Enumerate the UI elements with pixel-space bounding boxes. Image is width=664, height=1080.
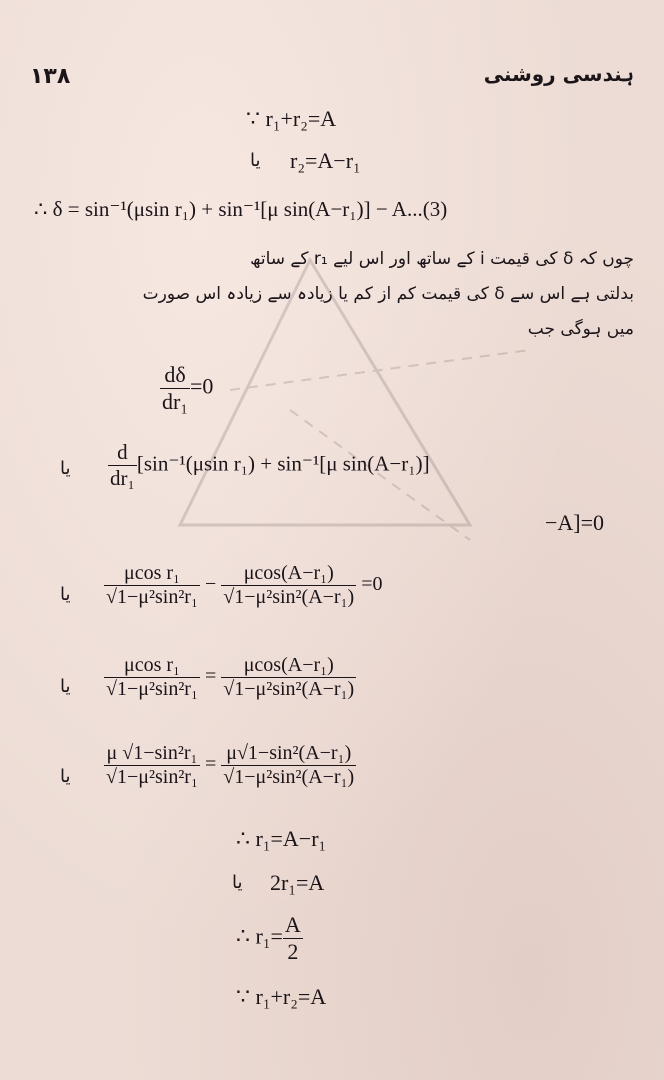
fraction-denominator: dr₁ [110, 466, 135, 490]
equation-r1-plus-r2-final: ∵ r₁+r₂=A [236, 984, 327, 1009]
ya-label: یا [250, 150, 261, 171]
equals-zero: =0 [361, 573, 383, 596]
fraction-denominator: √1−μ²sin²(A−r₁) [223, 678, 355, 700]
equation-prefix: ∴ r₁= [236, 923, 283, 949]
cosine-equality-equation [104, 654, 356, 701]
fraction-numerator: dδ [164, 362, 186, 387]
left-fraction [104, 562, 200, 609]
paragraph-line-1: چوں کہ δ کی قیمت i کے ساتھ اور اس لیے r₁ کے ساتھ [250, 249, 634, 269]
equation-r1-equals-a-over-2 [236, 912, 303, 965]
fraction-numerator: d [117, 440, 128, 464]
ya-label: یا [60, 676, 71, 697]
ya-label: یا [60, 458, 71, 479]
right-fraction [221, 654, 356, 701]
cosine-difference-equation [104, 562, 383, 609]
derivative-continuation: −A]=0 [544, 510, 604, 535]
ya-label: یا [60, 766, 71, 787]
equals-sign: = [204, 665, 217, 688]
derivative-bracket-expression: [sin⁻¹(μsin r₁) + sin⁻¹[μ sin(A−r₁)] [136, 451, 430, 476]
equals-sign: = [204, 753, 217, 776]
equation-2r1-equals-a: 2r₁=A [270, 870, 325, 895]
fraction-denominator: √1−μ²sin²r₁ [106, 766, 198, 788]
fraction-denominator: √1−μ²sin²(A−r₁) [223, 766, 355, 788]
paragraph-line-2: بدلتی ہے اس سے δ کی قیمت کم از کم یا زیادہ سے زیادہ اس صورت [142, 284, 634, 304]
fraction-denominator: √1−μ²sin²(A−r₁) [223, 586, 355, 608]
minus-sign: − [204, 573, 217, 596]
fraction-denominator: 2 [283, 938, 303, 965]
derivative-expansion [108, 440, 430, 491]
page-number: ۱۳۸ [30, 64, 71, 89]
equation-r2: r₂=A−r₁ [290, 148, 361, 173]
fraction-numerator: μcos r₁ [123, 654, 180, 676]
derivative-equation [160, 362, 213, 415]
fraction-numerator: μcos r₁ [123, 562, 180, 584]
right-fraction [221, 562, 356, 609]
equals-zero: =0 [190, 373, 214, 399]
running-title: ہندسی روشنی [483, 62, 634, 86]
fraction-numerator: μcos(A−r₁) [243, 654, 334, 676]
right-fraction [221, 742, 356, 789]
left-fraction [104, 654, 200, 701]
equation-r1-plus-r2: ∵ r₁+r₂=A [246, 106, 337, 131]
d-over-dr1-fraction [108, 440, 137, 491]
derivative-fraction [160, 362, 190, 415]
equation-r1-equals-a-minus-r1: ∴ r₁=A−r₁ [236, 826, 327, 851]
paragraph-line-3: میں ہوگی جب [527, 319, 634, 339]
left-fraction [104, 742, 200, 789]
ya-label: یا [60, 584, 71, 605]
fraction-numerator: μ √1−sin²r₁ [106, 742, 198, 764]
fraction-denominator: dr₁ [162, 389, 188, 414]
fraction-denominator: √1−μ²sin²r₁ [106, 678, 198, 700]
fraction-numerator: μcos(A−r₁) [243, 562, 334, 584]
ya-label: یا [232, 872, 243, 893]
fraction-denominator: √1−μ²sin²r₁ [106, 586, 198, 608]
sine-form-equation [104, 742, 356, 789]
fraction-numerator: A [284, 912, 301, 937]
fraction-numerator: μ√1−sin²(A−r₁) [226, 742, 352, 764]
equation-3-delta: ∴ δ = sin⁻¹(μsin r₁) + sin⁻¹[μ sin(A−r₁)] − A...(3) [34, 197, 448, 221]
a-over-2-fraction [283, 912, 303, 965]
